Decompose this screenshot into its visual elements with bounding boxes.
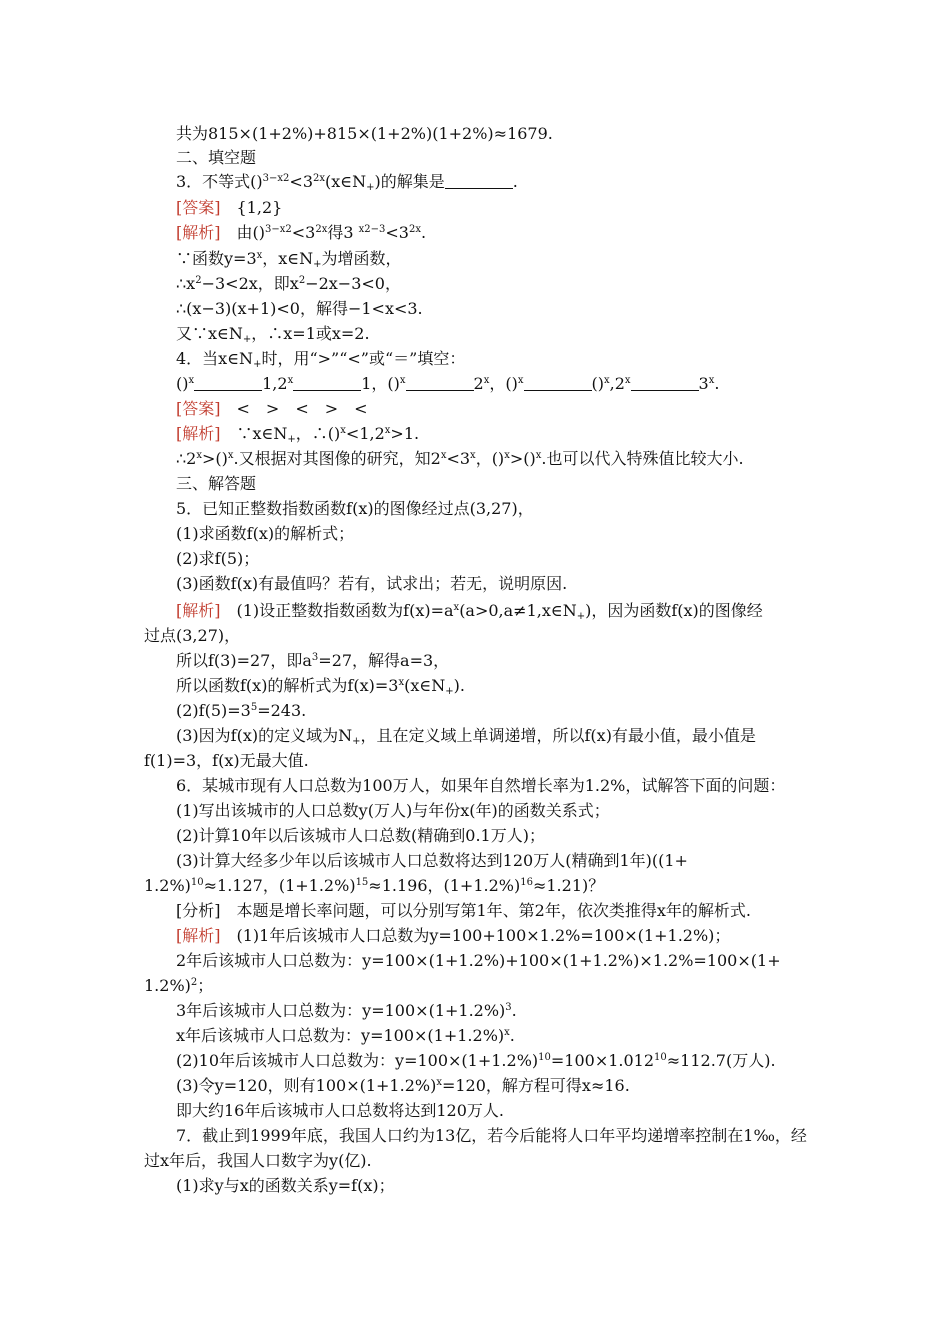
line-text: x年后该城市人口总数为：$y=100\times(1+1.2\%)^x$. <box>176 1026 515 1045</box>
text-line <box>176 374 719 394</box>
line-text: 5．已知正整数指数函数f(x)的图像经过点(3,27)， <box>176 499 534 518</box>
text-line <box>144 1151 372 1171</box>
text-line <box>176 1001 517 1021</box>
section-heading <box>176 474 256 494</box>
line-text: [解析] (1)1年后该城市人口总数为y=100+100×1.2%=100×(1+1.2%)； <box>176 926 731 945</box>
text-line <box>176 449 744 469</box>
line-text: [答案] < > < > < <box>176 399 368 418</box>
text-line <box>176 1176 395 1196</box>
line-text: 所以函数f(x)的解析式为$f(x)=3^x(x\in N_+)$. <box>176 676 465 697</box>
line-text: (3)令y=120，则有$100\times(1+1.2\%)^x=120$，解方程可得x≈16. <box>176 1076 630 1095</box>
text-line <box>176 651 449 671</box>
question-5 <box>176 499 534 519</box>
hint-6 <box>176 901 751 921</box>
line-text: 共为815×(1+2%)+815×(1+2%)(1+2%)≈1679. <box>176 124 553 143</box>
line-text: 6．某城市现有人口总数为100万人，如果年自然增长率为1.2%，试解答下面的问题： <box>176 776 786 795</box>
line-text: 3．不等式$()^{3-x2}<3^{2x}(x\in N_+)$的解集是 . <box>176 172 518 193</box>
line-text: 3年后该城市人口总数为：$y=100\times(1+1.2\%)^3$. <box>176 1001 517 1020</box>
text-line <box>176 124 553 144</box>
analysis-4 <box>176 424 419 444</box>
text-line <box>176 801 610 821</box>
analysis-3 <box>176 223 426 243</box>
line-text: [解析] 由$()^{3-x2}<3^{2x}$得3 $^{x2-3}<3^{2x}$. <box>176 223 427 242</box>
text-line <box>176 524 354 544</box>
line-text: 过x年后，我国人口数字为y(亿). <box>144 1151 372 1170</box>
line-text: 三、解答题 <box>176 474 257 493</box>
line-text: (3)计算大经多少年以后该城市人口总数将达到120万人(精确到1年)((1+ <box>176 851 688 870</box>
line-text: [分析] 本题是增长率问题，可以分别写第1年、第2年，依次类推得x年的解析式. <box>176 901 751 920</box>
section-heading <box>176 148 256 168</box>
line-text: (1)求函数f(x)的解析式； <box>176 524 355 543</box>
text-line <box>176 826 545 846</box>
line-text: ∴(x−3)(x+1)<0，解得−1<x<3. <box>176 299 423 318</box>
text-line <box>176 274 401 294</box>
text-line <box>176 549 259 569</box>
line-text: $\therefore x^2-3<2x$，即$x^2-2x-3<0$， <box>176 274 401 293</box>
line-text: 4．当$x\in N_+$时，用“>”“<”或“＝”填空： <box>176 349 466 370</box>
line-text: 二、填空题 <box>176 148 257 167</box>
line-text: (2)求f(5)； <box>176 549 260 568</box>
line-text: 2年后该城市人口总数为：y=100×(1+1.2%)+100×(1+1.2%)×1.2%=100×(1+ <box>176 951 781 970</box>
text-line <box>176 676 465 696</box>
text-line <box>176 299 423 319</box>
text-line <box>176 574 567 594</box>
line-text: [解析] $\because x\in N_+$，$\therefore()^x<1,2^x>1$. <box>176 424 420 445</box>
line-text: f(1)=3，f(x)无最大值. <box>144 751 309 770</box>
text-line <box>176 1076 630 1096</box>
line-text: 7．截止到1999年底，我国人口约为13亿，若今后能将人口年平均递增率控制在1‰，经 <box>176 1126 807 1145</box>
text-line <box>176 1051 776 1071</box>
question-6 <box>176 776 785 796</box>
line-text: ∵函数$y=3^x$，$x\in N_+$为增函数， <box>176 249 402 270</box>
text-line <box>176 726 756 746</box>
question-3 <box>176 172 518 192</box>
text-line <box>176 951 781 971</box>
text-line <box>176 249 402 269</box>
text-line <box>176 1026 515 1046</box>
analysis-6 <box>176 926 730 946</box>
line-text: (1)写出该城市的人口总数y(万人)与年份x(年)的函数关系式； <box>176 801 610 820</box>
text-line <box>144 751 309 771</box>
answer-3 <box>176 198 282 218</box>
text-line <box>176 1101 504 1121</box>
text-line <box>144 626 240 646</box>
line-text: 即大约16年后该城市人口总数将达到120万人. <box>176 1101 504 1120</box>
line-text: $\therefore 2^x>()^x$.又根据对其图像的研究，知$2^x<3^x$，()$^x$>()$^x$.也可以代入特殊值比较大小. <box>176 449 744 468</box>
line-text: 又$\because x\in N_+$，∴x=1或x=2. <box>176 324 370 345</box>
line-text: (3)函数f(x)有最值吗？若有，试求出；若无，说明原因. <box>176 574 568 593</box>
line-text: [答案] {1,2} <box>176 198 283 217</box>
analysis-5 <box>176 601 763 621</box>
text-line <box>144 876 604 896</box>
line-text: (2)计算10年以后该城市人口总数(精确到0.1万人)； <box>176 826 545 845</box>
line-text: (2)10年后该城市人口总数为：$y=100\times(1+1.2\%)^{10}=100\times 1.012^{10}\approx 112.7$(万人). <box>176 1051 776 1070</box>
line-text: 所以f(3)=27，即$a^3=27$，解得a=3， <box>176 651 450 670</box>
question-7 <box>176 1126 807 1146</box>
line-text: [解析] (1)设正整数指数函数为$f(x)=a^x(a>0,a\ne 1,x\in N_+)$，因为函数f(x)的图像经 <box>176 601 763 622</box>
text-line <box>176 851 688 871</box>
line-text: 1.2%)$^2$； <box>144 976 214 995</box>
answer-4 <box>176 399 368 419</box>
text-line <box>176 324 370 344</box>
line-text: ()$^x$ 1,2$^x$ 1，()$^x$ 2$^x$，()$^x$ ()$^x$,2$^x$ 3$^x$. <box>176 374 720 393</box>
line-text: $(2)f(5)=3^5=243$. <box>176 701 307 720</box>
line-text: (1)求y与x的函数关系y=f(x)； <box>176 1176 395 1195</box>
text-line <box>144 976 213 996</box>
line-text: (3)因为f(x)的定义域为$N_+$，且在定义域上单调递增，所以f(x)有最小值，最小值是 <box>176 726 756 747</box>
text-line <box>176 701 306 721</box>
line-text: 过点(3,27)， <box>144 626 241 645</box>
question-4 <box>176 349 465 369</box>
line-text: 1.2%)$^{10}$≈1.127，$(1+1.2\%)^{15}\approx 1.196$，$(1+1.2\%)^{16}\approx 1.21$)？ <box>144 876 605 895</box>
